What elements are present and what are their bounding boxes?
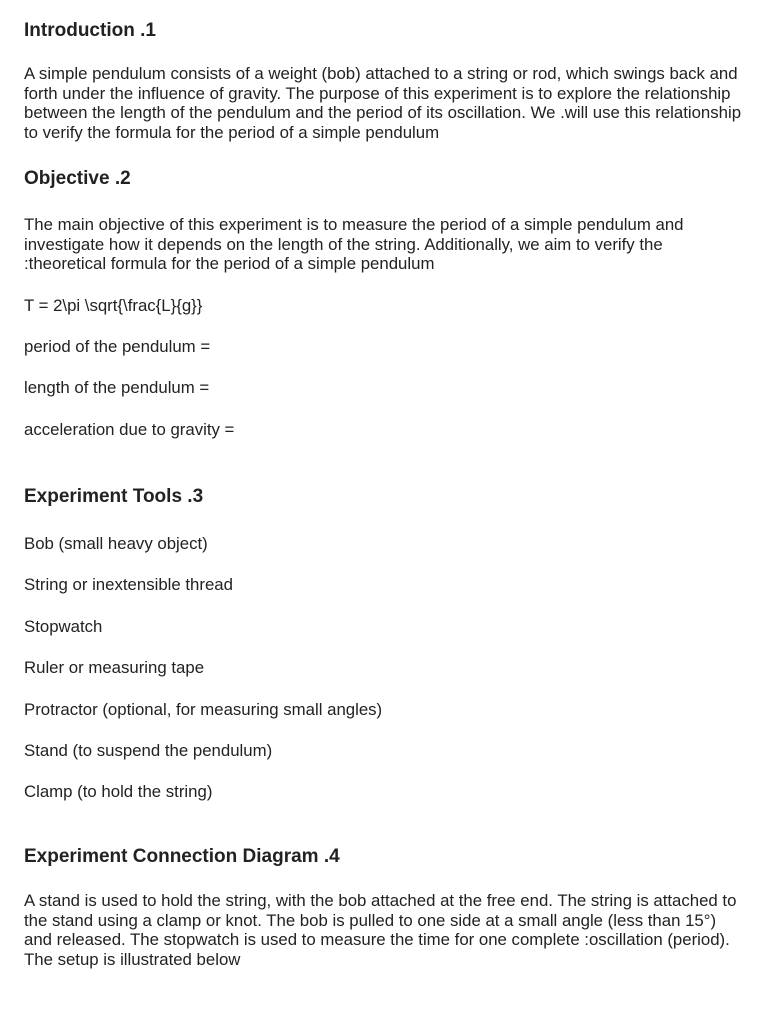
definition-period: period of the pendulum = — [24, 337, 211, 356]
tool-item: Protractor (optional, for measuring small angles) — [24, 700, 383, 719]
diagram-paragraph: A stand is used to hold the string, with the bob attached at the free end. The string is attached to the stand using a clamp or knot. The bob is pulled to one side at a small angle (less than 15°) and released. The stopwatch is used to measure the time for one complete :oscillation (period). The setup is illustrated below — [24, 891, 737, 969]
section-title-objective: Objective .2 — [24, 168, 131, 189]
tool-item: Stand (to suspend the pendulum) — [24, 741, 273, 760]
tool-item: Clamp (to hold the string) — [24, 782, 213, 801]
definition-length: length of the pendulum = — [24, 378, 210, 397]
tool-item: Stopwatch — [24, 617, 103, 636]
tool-item: Bob (small heavy object) — [24, 534, 208, 553]
introduction-paragraph: A simple pendulum consists of a weight (bob) attached to a string or rod, which swings back and forth under the influence of gravity. The purpose of this experiment is to explore the relationship between the length of the pendulum and the period of its oscillation. We .will use this relationship to verify the formula for the period of a simple pendulum — [24, 64, 742, 142]
objective-paragraph: The main objective of this experiment is to measure the period of a simple pendulum and investigate how it depends on the length of the string. Additionally, we aim to verify the :theoretical formula for the period of a simple pendulum — [24, 215, 684, 273]
tool-item: Ruler or measuring tape — [24, 658, 205, 677]
section-title-tools: Experiment Tools .3 — [24, 486, 204, 507]
section-title-diagram: Experiment Connection Diagram .4 — [24, 846, 340, 867]
period-formula: T = 2\pi \sqrt{\frac{L}{g}} — [24, 296, 203, 315]
tool-item: String or inextensible thread — [24, 575, 233, 594]
section-title-introduction: Introduction .1 — [24, 20, 156, 41]
definition-gravity: acceleration due to gravity = — [24, 420, 235, 439]
